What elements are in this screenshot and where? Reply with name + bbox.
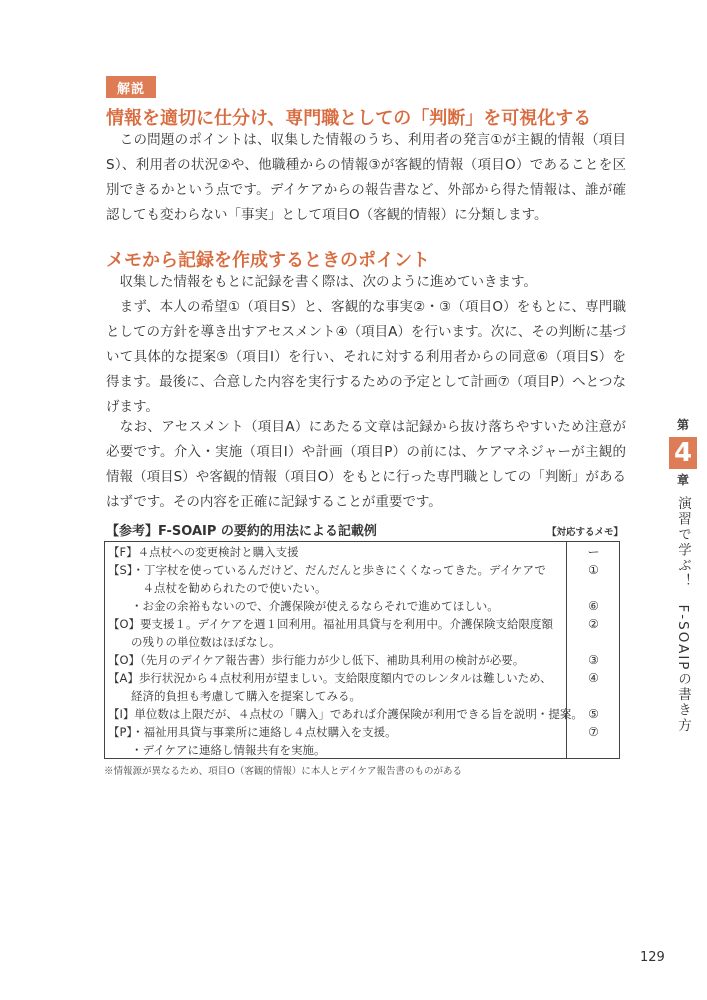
memo-ref: ④: [588, 671, 599, 685]
record-line: 経済的負担も考慮して購入を提案してみる。: [108, 689, 361, 703]
memo-ref: ⑤: [588, 707, 599, 721]
chapter-title: 演習で学ぶ！ F-SOAIPの書き方: [675, 496, 691, 734]
commentary-badge: 解説: [106, 76, 156, 98]
chapter-number: 4: [669, 437, 697, 469]
chapter-suffix: 章: [676, 473, 689, 487]
section2-paragraph-3: なお、アセスメント（項目A）にあたる文章は記録から抜け落ちやすいため注意が必要です。介入・実施（項目I）や計画（項目P）の前には、ケアマネジャーが主観的情報（項目S）や客観的情報（項目O）をもとに行った専門職としての「判断」があるはずです。その内容を正確に記録することが重要です。: [106, 419, 626, 510]
record-line: 【O】（先月のデイケア報告書）歩行能力が少し低下、補助具利用の検討が必要。: [108, 653, 525, 667]
record-line: の残りの単位数はほぼなし。: [108, 635, 281, 649]
record-line: ・お金の余裕もないので、介護保険が使えるならそれで進めてほしい。: [108, 599, 499, 613]
section1-heading: 情報を適切に仕分け、専門職としての「判断」を可視化する: [106, 108, 592, 129]
memo-ref: ⑥: [588, 599, 599, 613]
memo-ref: ①: [588, 563, 599, 577]
memo-header: 【対応するメモ】: [546, 527, 623, 538]
memo-ref: ー: [587, 545, 600, 559]
record-line: 【F】４点杖への変更検討と購入支援: [108, 545, 299, 559]
section2-heading: メモから記録を作成するときのポイント: [106, 250, 430, 271]
section2-paragraph-2: まず、本人の希望①（項目S）と、客観的な事実②・③（項目O）をもとに、専門職としての方針を導き出すアセスメント④（項目A）を行います。次に、その判断に基づいて具体的な提案⑤（項目I）を行い、それに対する利用者からの同意⑥（項目S）を得ます。最後に、合意した内容を実行するための予定として計画⑦（項目P）へとつなげます。: [106, 299, 626, 415]
record-line: 【S】・丁字杖を使っているんだけど、だんだんと歩きにくくなってきた。デイケアで: [108, 563, 546, 577]
chapter-prefix: 第: [676, 418, 689, 432]
record-line: ・デイケアに連絡し情報共有を実施。: [108, 743, 326, 757]
record-line: 【I】単位数は上限だが、４点杖の「購入」であれば介護保険が利用できる旨を説明・提案。: [108, 707, 583, 721]
memo-ref: ⑦: [588, 725, 599, 739]
page-number: 129: [640, 950, 665, 965]
record-line: ４点杖を勧められたので使いたい。: [108, 581, 327, 595]
memo-ref: ②: [588, 617, 599, 631]
record-line: 【P】・福祉用具貸与事業所に連絡し４点杖購入を支援。: [108, 725, 397, 739]
reference-title: 【参考】F-SOAIP の要約的用法による記載例: [106, 524, 377, 539]
section2-paragraph-1: 収集した情報をもとに記録を書く際は、次のように進めていきます。: [106, 274, 537, 290]
section1-paragraph: この問題のポイントは、収集した情報のうち、利用者の発言①が主観的情報（項目S）、利用者の状況②や、他職種からの情報③が客観的情報（項目O）であることを区別できるかという点です。デイケアからの報告書など、外部から得た情報は、誰が確認しても変わらない「事実」として項目O（客観的情報）に分類します。: [106, 132, 626, 223]
memo-ref: ③: [588, 653, 599, 667]
chapter-side-tab: [664, 416, 702, 733]
footnote: ※情報源が異なるため、項目O（客観的情報）に本人とデイケア報告書のものがある: [104, 766, 463, 777]
record-line: 【A】歩行状況から４点杖利用が望ましい。支給限度額内でのレンタルは難しいため、: [108, 671, 552, 685]
record-line: 【O】要支援１。デイケアを週１回利用。福祉用具貸与を利用中。介護保険支給限度額: [108, 617, 554, 631]
